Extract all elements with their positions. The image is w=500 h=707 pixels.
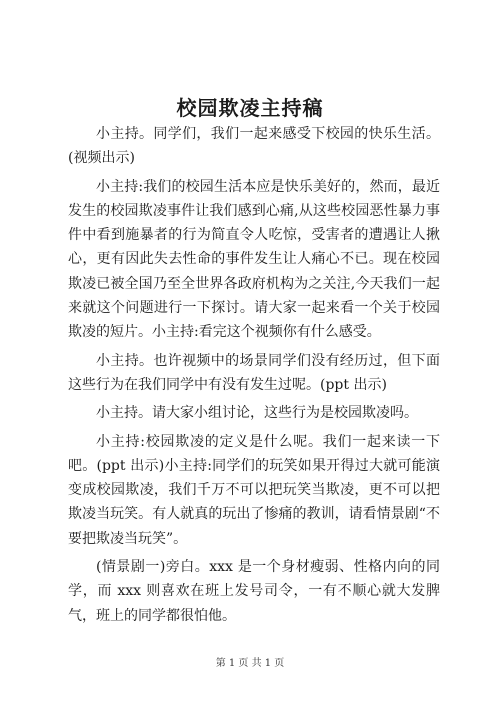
paragraph: 小主持:我们的校园生活本应是快乐美好的，然而，最近发生的校园欺凌事件让我们感到心痛,从这些校园恶性暴力事件中看到施暴者的行为简直令人吃惊，受害者的遭遇让人揪心，更有因此失去性命的事件发生让人痛心不已。现在校园欺凌已被全国乃至全世界各政府机构为之关注,今天我们一起来就这个问题进行一下探讨。请大家一起来看一个关于校园欺凌的短片。小主持:看完这个视频你有什么感受。 [68,178,440,341]
page-footer: 第 1 页 共 1 页 [215,658,285,669]
paragraph: 小主持。也许视频中的场景同学们没有经历过，但下面这些行为在我们同学中有没有发生过呢。(ppt 出示) [68,352,440,393]
paragraph: 小主持:校园欺凌的定义是什么呢。我们一起来读一下吧。(ppt 出示)小主持:同学们的玩笑如果开得过大就可能演变成校园欺凌，我们千万不可以把玩笑当欺凌，更不可以把欺凌当玩笑。有人就真的玩出了惨痛的教训，请看情景剧“不要把欺凌当玩笑”。 [68,433,440,547]
paragraph: 小主持。请大家小组讨论，这些行为是校园欺凌吗。 [96,405,418,422]
page-title: 校园欺凌主持稿 [176,96,324,120]
paragraph: 小主持。同学们，我们一起来感受下校园的快乐生活。(视频出示) [68,126,440,167]
paragraph: (情景剧一)旁白。xxx 是一个身材瘦弱、性格内向的同学，而 xxx 则喜欢在班上发号司令，一有不顺心就大发脾气，班上的同学都很怕他。 [68,559,440,624]
document-body [68,122,440,632]
